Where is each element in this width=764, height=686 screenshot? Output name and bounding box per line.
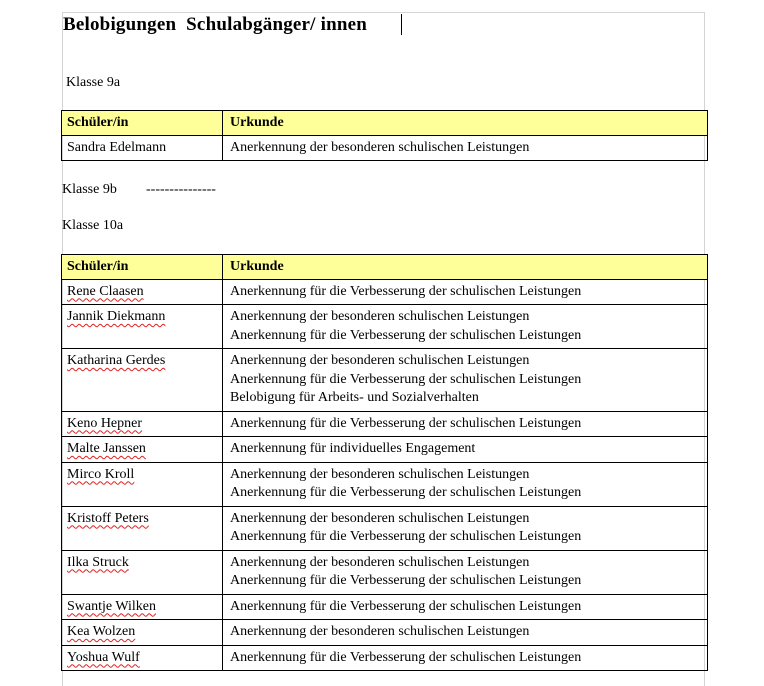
certificate-cell[interactable] — [223, 620, 708, 646]
certificate-line: Anerkennung für die Verbesserung der schulischen Leistungen — [230, 598, 582, 614]
table-row — [62, 462, 708, 506]
certificate-line: Anerkennung für die Verbesserung der schulischen Leistungen — [230, 415, 582, 431]
class-9b-label[interactable]: Klasse 9b — [62, 182, 117, 197]
student-name: Rene Claasen — [67, 283, 144, 299]
student-name-cell[interactable] — [62, 279, 223, 305]
certificate-line: Anerkennung der besonderen schulischen Leistungen — [230, 554, 530, 570]
table-row — [62, 506, 708, 550]
document-title[interactable]: Belobigungen Schulabgänger/ innen — [63, 14, 368, 35]
table-row — [62, 349, 708, 412]
certificate-line: Anerkennung der besonderen schulischen Leistungen — [230, 353, 530, 368]
certificate-line: Anerkennung der besonderen schulischen Leistungen — [230, 466, 530, 482]
student-name-cell[interactable] — [62, 437, 223, 463]
header-student[interactable]: Schüler/in — [62, 255, 223, 280]
table-row — [62, 279, 708, 305]
table-10a — [61, 254, 708, 671]
student-name: Jannik Diekmann — [67, 309, 166, 324]
table-10a-body — [62, 279, 708, 671]
certificate-cell[interactable] — [223, 349, 708, 412]
certificate-cell[interactable] — [223, 594, 708, 620]
certificate-line: Anerkennung der besonderen schulischen Leistungen — [230, 139, 530, 155]
certificate-line: Anerkennung der besonderen schulischen Leistungen — [230, 309, 530, 324]
certificate-line: Anerkennung für die Verbesserung der schulischen Leistungen — [230, 327, 582, 343]
text-cursor — [401, 14, 402, 35]
table-row — [62, 620, 708, 646]
certificate-line: Anerkennung der besonderen schulischen Leistungen — [230, 510, 530, 526]
header-certificate[interactable]: Urkunde — [223, 111, 708, 136]
student-name-cell[interactable] — [62, 550, 223, 594]
student-name-cell[interactable] — [62, 411, 223, 437]
student-name: Katharina Gerdes — [67, 353, 166, 368]
certificate-cell[interactable] — [223, 305, 708, 349]
student-name-cell[interactable] — [62, 506, 223, 550]
table-row — [62, 411, 708, 437]
student-name: Kea Wolzen — [67, 624, 136, 639]
student-name-cell[interactable] — [62, 135, 223, 161]
student-name: Keno Hepner — [67, 415, 143, 431]
table-9a-body — [62, 135, 708, 161]
student-name: Malte Janssen — [67, 441, 146, 456]
table-row — [62, 594, 708, 620]
student-name-cell[interactable] — [62, 594, 223, 620]
certificate-cell[interactable] — [223, 550, 708, 594]
class-9a-label[interactable]: Klasse 9a — [66, 75, 121, 90]
certificate-line: Anerkennung für die Verbesserung der schulischen Leistungen — [230, 529, 582, 544]
student-name-cell[interactable] — [62, 349, 223, 412]
student-name-cell[interactable] — [62, 462, 223, 506]
student-name-cell[interactable] — [62, 620, 223, 646]
student-name: Mirco Kroll — [67, 466, 135, 482]
student-name: Sandra Edelmann — [67, 139, 167, 155]
class-10a-label[interactable]: Klasse 10a — [62, 218, 124, 233]
table-row — [62, 437, 708, 463]
class-9b-note[interactable]: --------------- — [146, 182, 216, 197]
certificate-line: Anerkennung für individuelles Engagement — [230, 441, 476, 456]
student-name: Ilka Struck — [67, 554, 129, 570]
table-row — [62, 305, 708, 349]
certificate-cell[interactable] — [223, 411, 708, 437]
certificate-line: Anerkennung für die Verbesserung der schulischen Leistungen — [230, 283, 582, 299]
certificate-cell[interactable] — [223, 506, 708, 550]
table-row — [62, 550, 708, 594]
header-certificate[interactable]: Urkunde — [223, 255, 708, 280]
student-name: Kristoff Peters — [67, 510, 149, 526]
certificate-cell[interactable] — [223, 279, 708, 305]
header-student[interactable]: Schüler/in — [62, 111, 223, 136]
certificate-cell[interactable] — [223, 437, 708, 463]
table-row — [62, 645, 708, 671]
certificate-cell[interactable] — [223, 462, 708, 506]
student-name-cell[interactable] — [62, 645, 223, 671]
table-row — [62, 135, 708, 161]
certificate-cell[interactable] — [223, 645, 708, 671]
certificate-line: Anerkennung der besonderen schulischen Leistungen — [230, 624, 530, 639]
student-name: Swantje Wilken — [67, 598, 156, 614]
certificate-line: Anerkennung für die Verbesserung der schulischen Leistungen — [230, 371, 582, 387]
certificate-line: Anerkennung für die Verbesserung der schulischen Leistungen — [230, 649, 582, 665]
certificate-cell[interactable] — [223, 135, 708, 161]
student-name: Yoshua Wulf — [67, 649, 140, 665]
certificate-line: Belobigung für Arbeits- und Sozialverhalten — [230, 390, 479, 405]
student-name-cell[interactable] — [62, 305, 223, 349]
table-header-row — [62, 111, 708, 136]
table-header-row — [62, 255, 708, 280]
table-9a — [61, 110, 708, 161]
page-edge-top — [62, 12, 705, 13]
certificate-line: Anerkennung für die Verbesserung der schulischen Leistungen — [230, 573, 582, 588]
certificate-line: Anerkennung für die Verbesserung der schulischen Leistungen — [230, 485, 582, 500]
